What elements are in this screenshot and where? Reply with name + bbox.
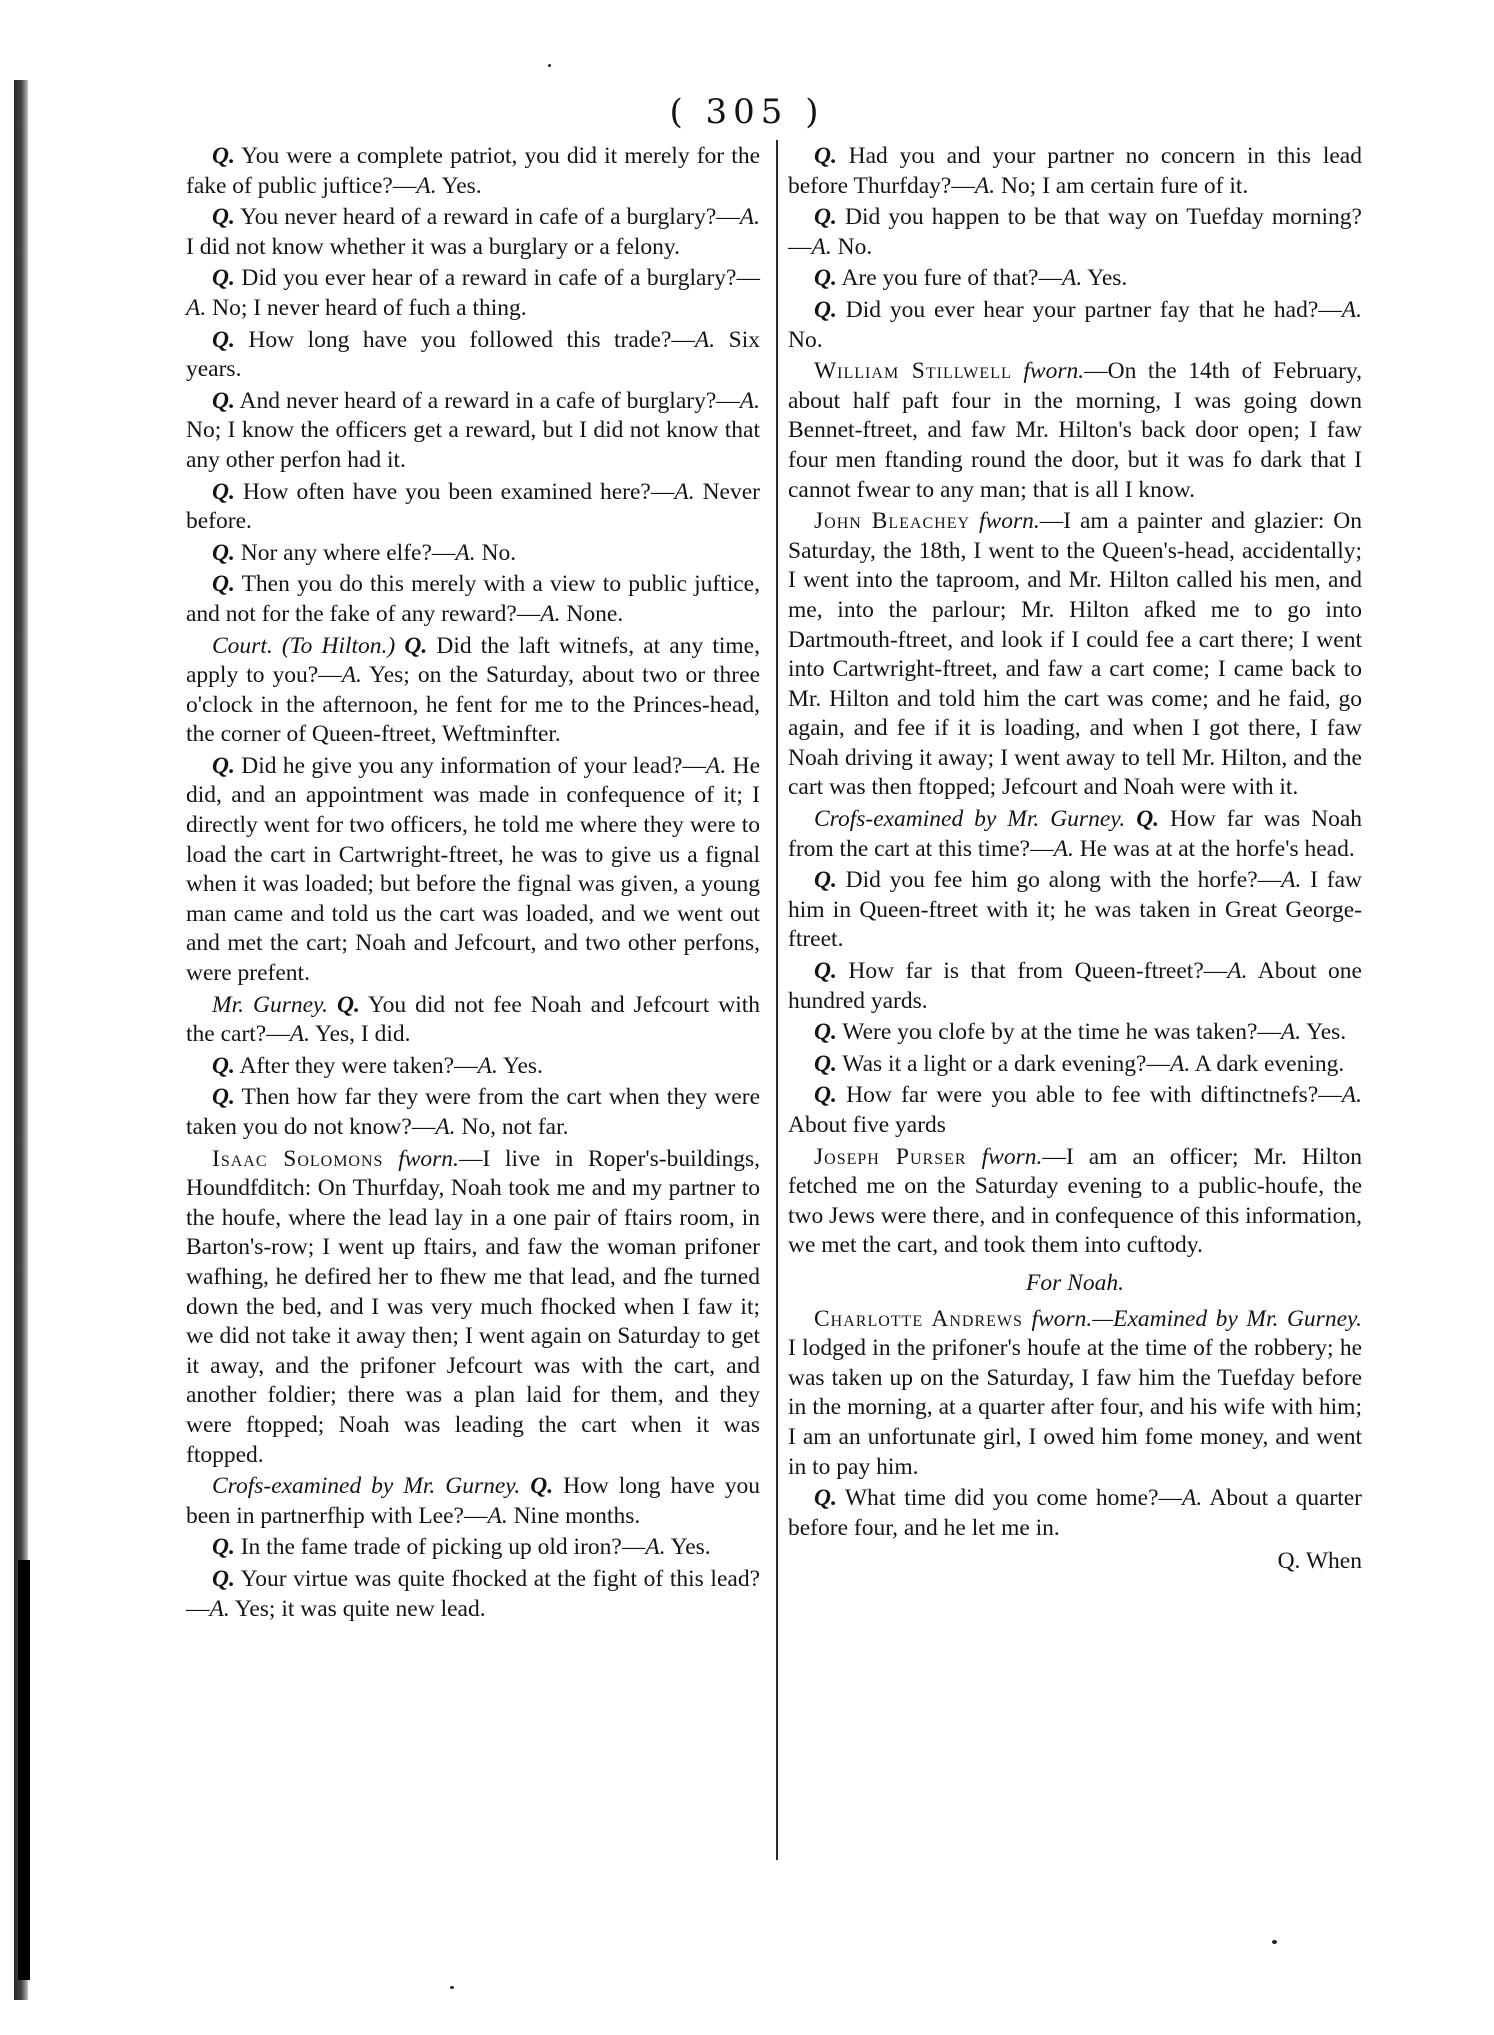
witness-name: William Stillwell (814, 358, 1012, 385)
body-text: Yes; it was quite new lead. (229, 1595, 486, 1622)
body-text: How far were you able to fee with diftinctnefs?— (836, 1082, 1342, 1109)
body-text: Nine months. (507, 1502, 641, 1529)
body-text (383, 1146, 398, 1172)
question-marker: Q. (814, 296, 837, 323)
body-text: In the fame trade of picking up old iron?— (234, 1534, 646, 1561)
italic-text: Court. (To Hilton.) (212, 632, 396, 659)
body-text: I lodged in the prifoner's houfe at the time of the robbery; he was taken up on the Saturday, I faw him the Tuefday before in the morning, at a quarter after four, and his wife with him; I am an unfortunate girl, I owed him fome money, and went in to pay him. (788, 1335, 1362, 1480)
paragraph (788, 1018, 1362, 1048)
question-marker: Q. (212, 478, 235, 505)
body-text (1125, 806, 1136, 832)
paragraph (186, 326, 760, 385)
answer-marker: A. (487, 1502, 508, 1529)
body-text: Yes; on the Saturday, about two or three o'clock in the afternoon, he fent for me to the Princes-head, the corner of Queen-ftreet, Weftminfter. (186, 662, 760, 748)
answer-marker: A. (974, 172, 996, 199)
answer-marker: A. (1182, 1485, 1203, 1512)
speck (548, 64, 551, 67)
answer-marker: A. (540, 600, 561, 627)
body-text: He was at at the horfe's head. (1073, 835, 1355, 862)
body-text (970, 508, 979, 534)
question-marker: Q. (814, 867, 837, 894)
answer-marker: A. (1341, 1082, 1362, 1109)
paragraph (788, 1050, 1362, 1080)
catchword: Q. When (1277, 1548, 1362, 1575)
question-marker: Q. (212, 1565, 235, 1592)
italic-text: fworn. (981, 1143, 1043, 1170)
question-marker: Q. (212, 752, 235, 779)
answer-marker: A. (705, 752, 727, 779)
body-text: —I am a painter and glazier: On Saturday, the 18th, I went to the Queen's-head, accidentally; I went into the taproom, and Mr. Hilton called his men, and me, into the parlour; Mr. Hilton afked me to go into Dartmouth-ftreet, and look if I could fee a cart there; I went into Cartwright-ftreet, and faw a cart come; I came back to Mr. Hilton and told him the cart was come; and he faid, go again, and fee if it is loading, and when I got there, I faw Noah driving it away; I went away to tell Mr. Hilton, and the cart was then ftopped; Jefcourt and Noah were with it. (788, 508, 1363, 801)
body-text: No; I am certain fure of it. (995, 172, 1249, 199)
body-text: No; I never heard of fuch a thing. (206, 294, 527, 321)
paragraph (186, 539, 760, 569)
question-marker: Q. (404, 632, 428, 659)
body-text: Yes. (436, 172, 482, 199)
body-text: Your virtue was quite fhocked at the fight of this lead?— (186, 1565, 760, 1622)
paragraph (186, 632, 760, 750)
answer-marker: A. (186, 294, 207, 321)
page-number: ( 305 ) (669, 92, 825, 132)
question-marker: Q. (212, 571, 235, 598)
answer-marker: A. (811, 233, 832, 260)
answer-marker: A. (1341, 296, 1362, 323)
paragraph (788, 866, 1362, 955)
body-text: You never heard of a reward in cafe of a burglary?— (234, 204, 740, 231)
body-text: Then you do this merely with a view to public juftice, and not for the fake of any reward?— (186, 571, 760, 627)
answer-marker: A. (739, 204, 760, 231)
body-text: Did you ever hear your partner fay that he had?— (836, 296, 1342, 323)
right-column (788, 142, 1362, 1579)
body-text (395, 633, 404, 659)
question-marker: Q. (212, 326, 235, 353)
body-text: How far was Noah from the cart at this time?— (788, 806, 1363, 862)
paragraph (186, 1533, 760, 1563)
answer-marker: A. (1169, 1050, 1191, 1077)
body-text: Yes. (497, 1052, 543, 1079)
witness-name: Charlotte Andrews (814, 1305, 1023, 1332)
italic-text: Mr. Gurney. (212, 991, 329, 1018)
paragraph (186, 570, 760, 629)
body-text (967, 1144, 982, 1170)
body-text: About one hundred yards. (788, 958, 1362, 1014)
answer-marker: A. (739, 387, 760, 414)
question-marker: Q. (212, 539, 235, 566)
answer-marker: A. (455, 539, 476, 566)
italic-text: fworn. (978, 508, 1040, 535)
italic-text: fworn. (1023, 358, 1085, 385)
body-text: —I live in Roper's-buildings, Houndfditch: On Thurfday, Noah took me and my partner to the houfe, where the lead lay in a one pair of ftairs room, in Barton's-row; I went up ftairs, and faw the woman prifoner wafhing, he defired her to fhew me that lead, and fhe turned down the bed, and I was very much fhocked when I faw it; we did not take it away then; I went again on Saturday to get it away, and the prifoner Jefcourt was with the cart, and another foldier; there was a plan laid for them, and they were ftopped; Noah was leading the cart when it was ftopped. (186, 1145, 760, 1468)
question-marker: Q. (814, 265, 837, 292)
paragraph (186, 991, 760, 1050)
body-text: Did the laft witnefs, at any time, apply to you?— (186, 632, 760, 689)
body-text: Had you and your partner no concern in this lead before Thurfday?— (788, 143, 1362, 199)
speck (450, 1986, 454, 1989)
paragraph (186, 478, 760, 537)
paragraph (788, 264, 1362, 294)
question-marker: Q. (212, 265, 235, 292)
paragraph (186, 752, 760, 989)
paragraph (788, 142, 1362, 201)
answer-marker: A. (416, 172, 437, 199)
answer-marker: A. (1062, 265, 1083, 292)
body-text: Yes, I did. (309, 1021, 411, 1048)
paragraph (186, 264, 760, 323)
body-text: Yes. (1301, 1019, 1347, 1046)
answer-marker: A. (694, 326, 716, 353)
body-text: No. (788, 326, 823, 353)
body-text: A dark evening. (1190, 1050, 1345, 1077)
body-text: —I am an officer; Mr. Hilton fetched me on the Saturday evening to a public-houfe, the two Jews were there, and in confequence of this information, we met the cart, and took them into cuftody. (788, 1143, 1363, 1259)
question-marker: Q. (212, 143, 235, 169)
question-marker: Q. (814, 143, 837, 169)
body-text: Did you happen to be that way on Tuefday morning?— (788, 204, 1362, 260)
paragraph (788, 1305, 1362, 1483)
paragraph (186, 387, 760, 476)
italic-text: Crofs-examined by Mr. Gurney. (814, 806, 1126, 833)
body-text (1012, 358, 1024, 384)
question-marker: Q. (212, 387, 235, 414)
body-text: How long have you followed this trade?— (234, 326, 695, 353)
paragraph (186, 1052, 760, 1082)
question-marker: Q. (814, 1050, 837, 1077)
answer-marker: A. (1281, 867, 1302, 894)
body-text: He did, and an appointment was made in confequence of it; I directly went for two officers, he told me where they were to load the cart in Cartwright-ftreet, he was to give us a fignal when it was loaded; but before the fignal was given, a young man came and told us the cart was loaded, and we went out and met the cart; Noah and Jefcourt, and two other perfons, were prefent. (186, 752, 760, 987)
paragraph (186, 1565, 760, 1624)
body-text: No, not far. (455, 1114, 569, 1140)
body-text (328, 992, 337, 1018)
body-text: Then how far they were from the cart when they were taken you do not know?— (186, 1084, 760, 1140)
body-text: Never before. (186, 478, 760, 535)
paragraph (788, 805, 1362, 864)
paragraph (788, 203, 1362, 262)
paragraph (788, 1081, 1362, 1140)
body-text: Were you clofe by at the time he was taken?— (836, 1019, 1281, 1046)
speck (1272, 1940, 1277, 1944)
answer-marker: A. (341, 662, 362, 689)
question-marker: Q. (814, 204, 837, 231)
question-marker: Q. (814, 1485, 837, 1512)
body-text: Nor any where elfe?— (234, 539, 456, 566)
body-text: Are you fure of that?— (836, 265, 1062, 292)
witness-name: Joseph Purser (814, 1143, 967, 1170)
paragraph (186, 142, 760, 201)
body-text: —On the 14th of February, about half paft four in the morning, I was going down Bennet-ftreet, and faw Mr. Hilton's back door open; I faw four men ftanding round the door, but it was fo dark that I cannot fwear to any man; that is all I know. (788, 358, 1363, 503)
paragraph (788, 507, 1362, 803)
body-text: What time did you come home?— (836, 1485, 1183, 1512)
answer-marker: A. (289, 1021, 310, 1048)
body-text: None. (560, 600, 624, 627)
paragraph (788, 296, 1362, 355)
answer-marker: A. (1280, 1019, 1302, 1046)
body-text: And never heard of a reward in a cafe of burglary?— (234, 387, 740, 414)
answer-marker: A. (645, 1534, 666, 1561)
column-divider (776, 140, 778, 1860)
binding-shadow-lower (18, 1560, 30, 1980)
body-text: Did he give you any information of your lead?— (234, 752, 706, 779)
witness-name: John Bleachey (814, 508, 971, 535)
question-marker: Q. (1136, 806, 1160, 833)
body-text: How often have you been examined here?— (234, 478, 675, 505)
body-text: About five yards (788, 1112, 946, 1138)
answer-marker: A. (674, 478, 695, 505)
paragraph (186, 1472, 760, 1531)
body-text: Yes. (665, 1534, 711, 1561)
question-marker: Q. (212, 1084, 235, 1111)
question-marker: Q. (212, 204, 235, 231)
question-marker: Q. (337, 991, 360, 1018)
paragraph (186, 1083, 760, 1142)
section-heading: For Noah. (1026, 1269, 1124, 1296)
left-column (186, 142, 760, 1626)
body-text: No. (831, 233, 873, 260)
question-marker: Q. (814, 1019, 837, 1046)
body-text: Six years. (186, 326, 760, 383)
body-text: How far is that from Queen-ftreet?— (836, 958, 1228, 985)
body-text: Did you ever hear of a reward in cafe of a burglary?— (234, 265, 760, 292)
body-text: About a quarter before four, and he let me in. (788, 1485, 1362, 1541)
paragraph (788, 957, 1362, 1016)
paragraph (788, 1143, 1362, 1261)
body-text: After they were taken?— (234, 1052, 478, 1079)
body-text: You were a complete patriot, you did it merely for the fake of public juftice?— (186, 143, 760, 199)
answer-marker: A. (1227, 958, 1248, 985)
answer-marker: A. (209, 1595, 230, 1622)
italic-text: fworn. (398, 1145, 459, 1172)
body-text: Yes. (1082, 265, 1128, 292)
body-text: How long have you been in partnerfhip with Lee?— (186, 1473, 760, 1529)
question-marker: Q. (530, 1473, 554, 1500)
body-text: You did not fee Noah and Jefcourt with the cart?— (186, 991, 761, 1048)
italic-text: fworn.—Examined by Mr. Gurney. (1031, 1305, 1363, 1332)
paragraph (788, 357, 1362, 505)
body-text: I faw him in Queen-ftreet with it; he was taken in Great George-ftreet. (788, 867, 1362, 953)
answer-marker: A. (477, 1052, 498, 1079)
question-marker: Q. (212, 1052, 235, 1079)
question-marker: Q. (814, 958, 837, 985)
body-text: I did not know whether it was a burglary or a felony. (186, 233, 681, 260)
paragraph (186, 203, 760, 262)
question-marker: Q. (212, 1534, 235, 1561)
body-text: No; I know the officers get a reward, but I did not know that any other perfon had it. (186, 417, 760, 473)
body-text: Did you fee him go along with the horfe?— (836, 867, 1282, 894)
paragraph (186, 1145, 760, 1471)
italic-text: Crofs-examined by Mr. Gurney. (212, 1473, 521, 1500)
body-text: No. (475, 539, 517, 566)
answer-marker: A. (1053, 835, 1074, 862)
body-text (520, 1473, 530, 1499)
witness-name: Isaac Solomons (212, 1145, 384, 1172)
question-marker: Q. (814, 1082, 837, 1109)
body-text: Was it a light or a dark evening?— (836, 1050, 1170, 1077)
paragraph (788, 1484, 1362, 1543)
answer-marker: A. (435, 1114, 456, 1140)
